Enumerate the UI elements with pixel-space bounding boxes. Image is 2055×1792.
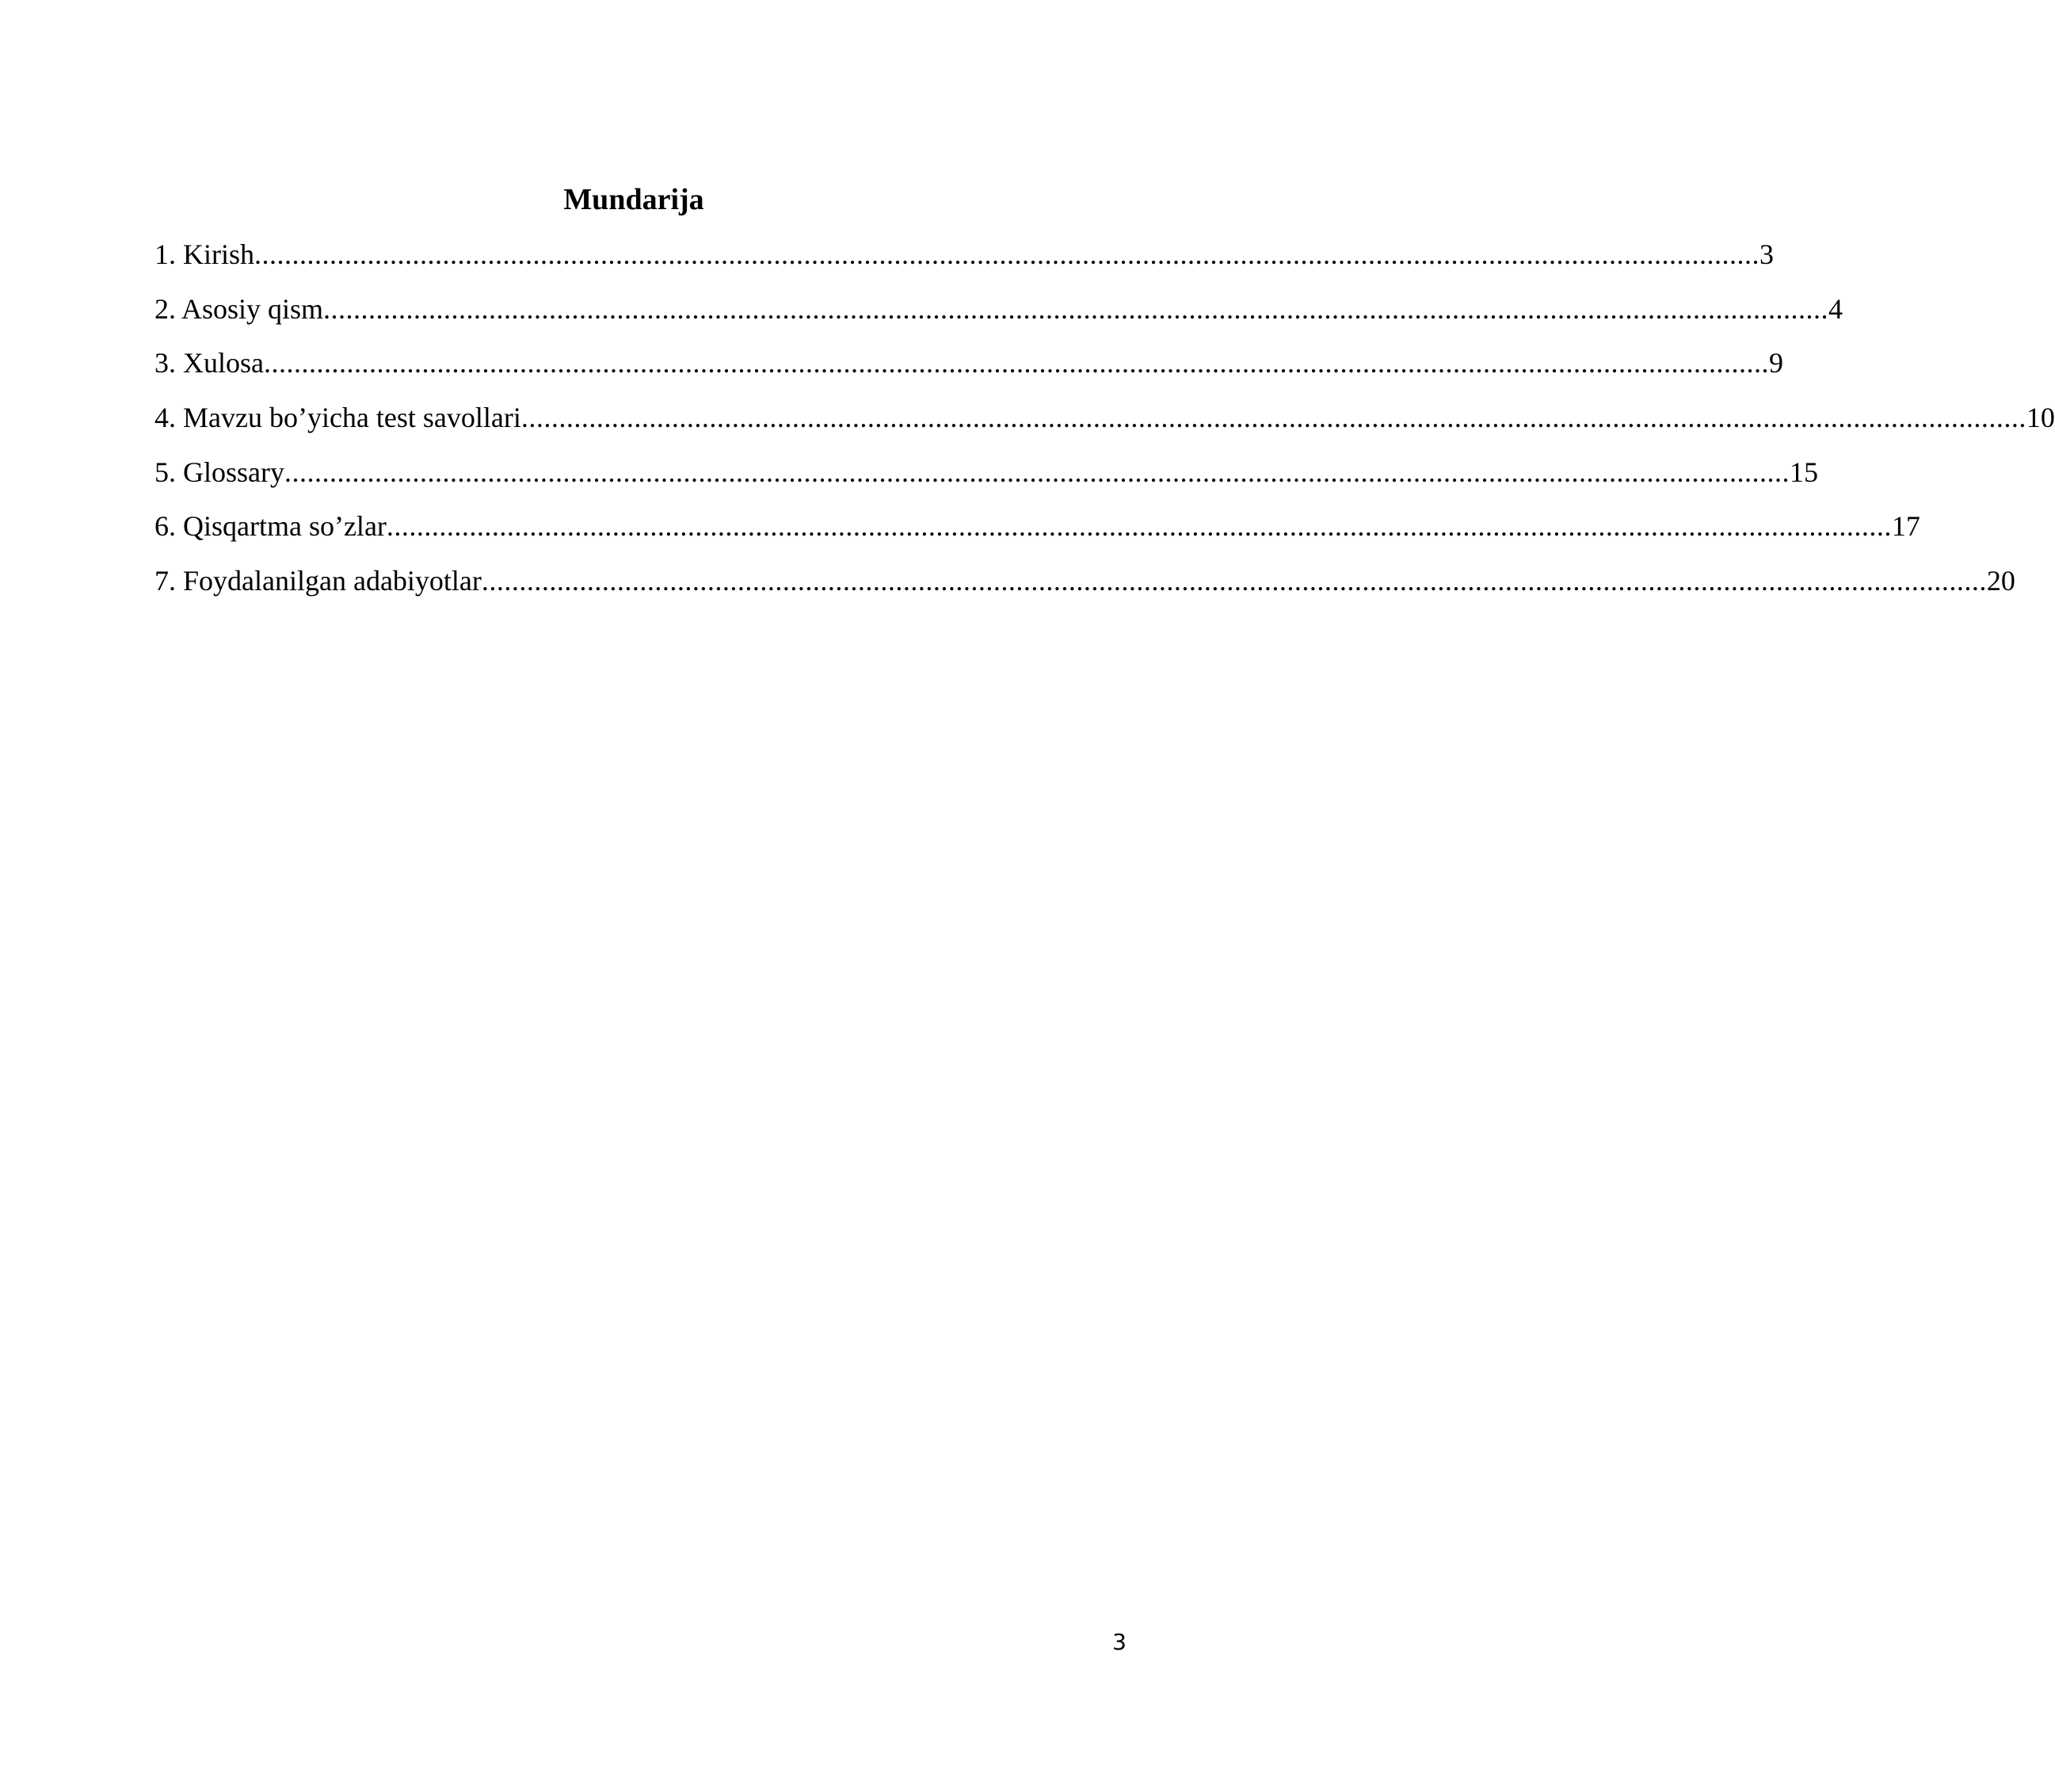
toc-entry: [154, 560, 2015, 615]
toc-entry-page: 17: [1891, 510, 1920, 543]
toc-entry-label: 4. Mavzu bo’yicha test savollari: [154, 402, 521, 434]
toc-entry-label: 7. Foydalanilgan adabiyotlar: [154, 565, 482, 597]
toc-entry-page: 10: [2026, 402, 2055, 434]
toc-entry-page: 9: [1769, 347, 1783, 379]
toc-entry: [154, 342, 1783, 397]
toc-entry-label: 2. Asosiy qism: [154, 292, 324, 325]
toc-dot-leader: ........................................................................................................................................................................................................: [481, 565, 1987, 597]
toc-entry-label: 1. Kirish: [154, 238, 254, 270]
page-number: 3: [1112, 1629, 1127, 1655]
toc-entry-label: 3. Xulosa: [154, 347, 264, 379]
toc-entry: [154, 234, 1774, 288]
toc-dot-leader: ........................................................................................................................................................................................................: [520, 402, 2026, 434]
toc-entry-page: 3: [1760, 238, 1774, 270]
toc-entry: [154, 397, 2055, 452]
toc-dot-leader: ........................................................................................................................................................................................................: [284, 456, 1790, 488]
toc-dot-leader: ........................................................................................................................................................................................................: [254, 238, 1760, 270]
toc-entry: [154, 288, 1843, 343]
toc-entry: [154, 452, 1818, 506]
toc-dot-leader: ........................................................................................................................................................................................................: [323, 292, 1829, 325]
toc-entry-label: 5. Glossary: [154, 456, 284, 488]
toc-dot-leader: ........................................................................................................................................................................................................: [264, 347, 1769, 379]
toc-dot-leader: ........................................................................................................................................................................................................: [386, 510, 1892, 543]
table-of-contents: [154, 234, 2055, 615]
toc-title: Mundarija: [563, 183, 704, 216]
toc-entry-page: 15: [1790, 456, 1818, 488]
toc-entry-page: 4: [1828, 292, 1843, 325]
toc-entry-page: 20: [1986, 565, 2015, 597]
toc-entry-label: 6. Qisqartma so’zlar: [154, 510, 387, 543]
toc-entry: [154, 505, 1920, 560]
